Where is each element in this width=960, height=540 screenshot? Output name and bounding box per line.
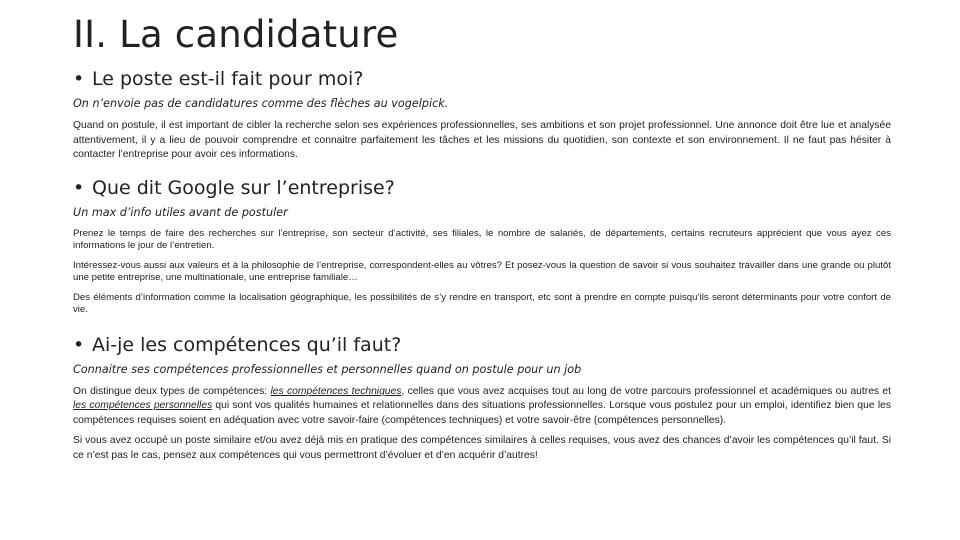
- paragraph-text: , celles que vous avez acquises tout au long de votre parcours professionnel et académiques ou autres et: [401, 385, 891, 397]
- paragraph-text: qui sont vos qualités humaines et relationnelles dans des situations professionnelles. Lorsque vous postulez pour un emploi, identifiez bien que les compétences requises soient en adéquation avec votre savoir-faire (compétences techniques) et votre savoir-être (compétences personnelles).: [73, 400, 891, 426]
- section-subtitle: On n’envoie pas de candidatures comme des flèches au vogelpick.: [73, 97, 449, 110]
- section-poste: [73, 66, 891, 163]
- section-paragraph: Intéressez-vous aussi aux valeurs et à la philosophie de l’entreprise, correspondent-elles au vôtres? Et posez-vous la question de savoir si vous souhaitez travailler dans une grande ou plutôt une petite entreprise, une multinationale, une entreprise familiale…: [73, 259, 891, 283]
- section-heading-text: Ai-je les compétences qu’il faut?: [92, 333, 402, 356]
- slide-content: [73, 66, 891, 469]
- section-heading: [73, 332, 891, 358]
- slide-title: II. La candidature: [73, 13, 399, 56]
- section-heading: [73, 175, 891, 201]
- bullet-icon: •: [73, 333, 85, 356]
- bullet-icon: •: [73, 176, 85, 199]
- section-paragraph: Quand on postule, il est important de cibler la recherche selon ses expériences professionnelles, ses ambitions et son projet professionnel. Une annonce doit être lue et analysée attentivement, il y a lieu de pouvoir comprendre et connaitre parfaitement les tâches et les missions du quotidien, son contexte et son environnement. Il ne faut pas hésiter à contacter l’entreprise pour avoir ces informations.: [73, 120, 891, 160]
- section-subtitle: Un max d’info utiles avant de postuler: [73, 205, 288, 219]
- emphasis-competences-techniques: les compétences techniques: [270, 385, 402, 397]
- section-heading-text: Que dit Google sur l’entreprise?: [92, 176, 395, 199]
- section-heading: [73, 66, 891, 92]
- section-paragraph: Prenez le temps de faire des recherches sur l’entreprise, son secteur d’activité, ses filiales, le nombre de salariés, de départements, certains recruteurs apprécient que vous ayez ces informations le jour de l’entretien.: [73, 227, 891, 251]
- bullet-icon: •: [73, 68, 85, 90]
- section-heading-text: Le poste est-il fait pour moi?: [92, 68, 364, 90]
- section-paragraph: Des éléments d’information comme la localisation géographique, les possibilités de s’y rendre en transport, etc sont à prendre en compte puisqu’ils seront déterminants pour votre confort de vie.: [73, 291, 891, 315]
- section-paragraph: [73, 385, 891, 429]
- section-subtitle: Connaitre ses compétences professionnelles et personnelles quand on postule pour un job: [73, 362, 582, 376]
- section-google: [73, 175, 891, 316]
- emphasis-competences-personnelles: les compétences personnelles: [73, 400, 213, 411]
- section-paragraph: Si vous avez occupé un poste similaire et/ou avez déjà mis en pratique des compétences similaires à celles requises, vous avez des chances d’avoir les compétences qu’il faut. Si ce n’est pas le cas, pensez aux compétences qui vous permettront d’évoluer et d’en acquérir d’autres!: [73, 435, 891, 461]
- section-competences: [73, 332, 891, 464]
- paragraph-text: On distingue deux types de compétences:: [73, 385, 271, 397]
